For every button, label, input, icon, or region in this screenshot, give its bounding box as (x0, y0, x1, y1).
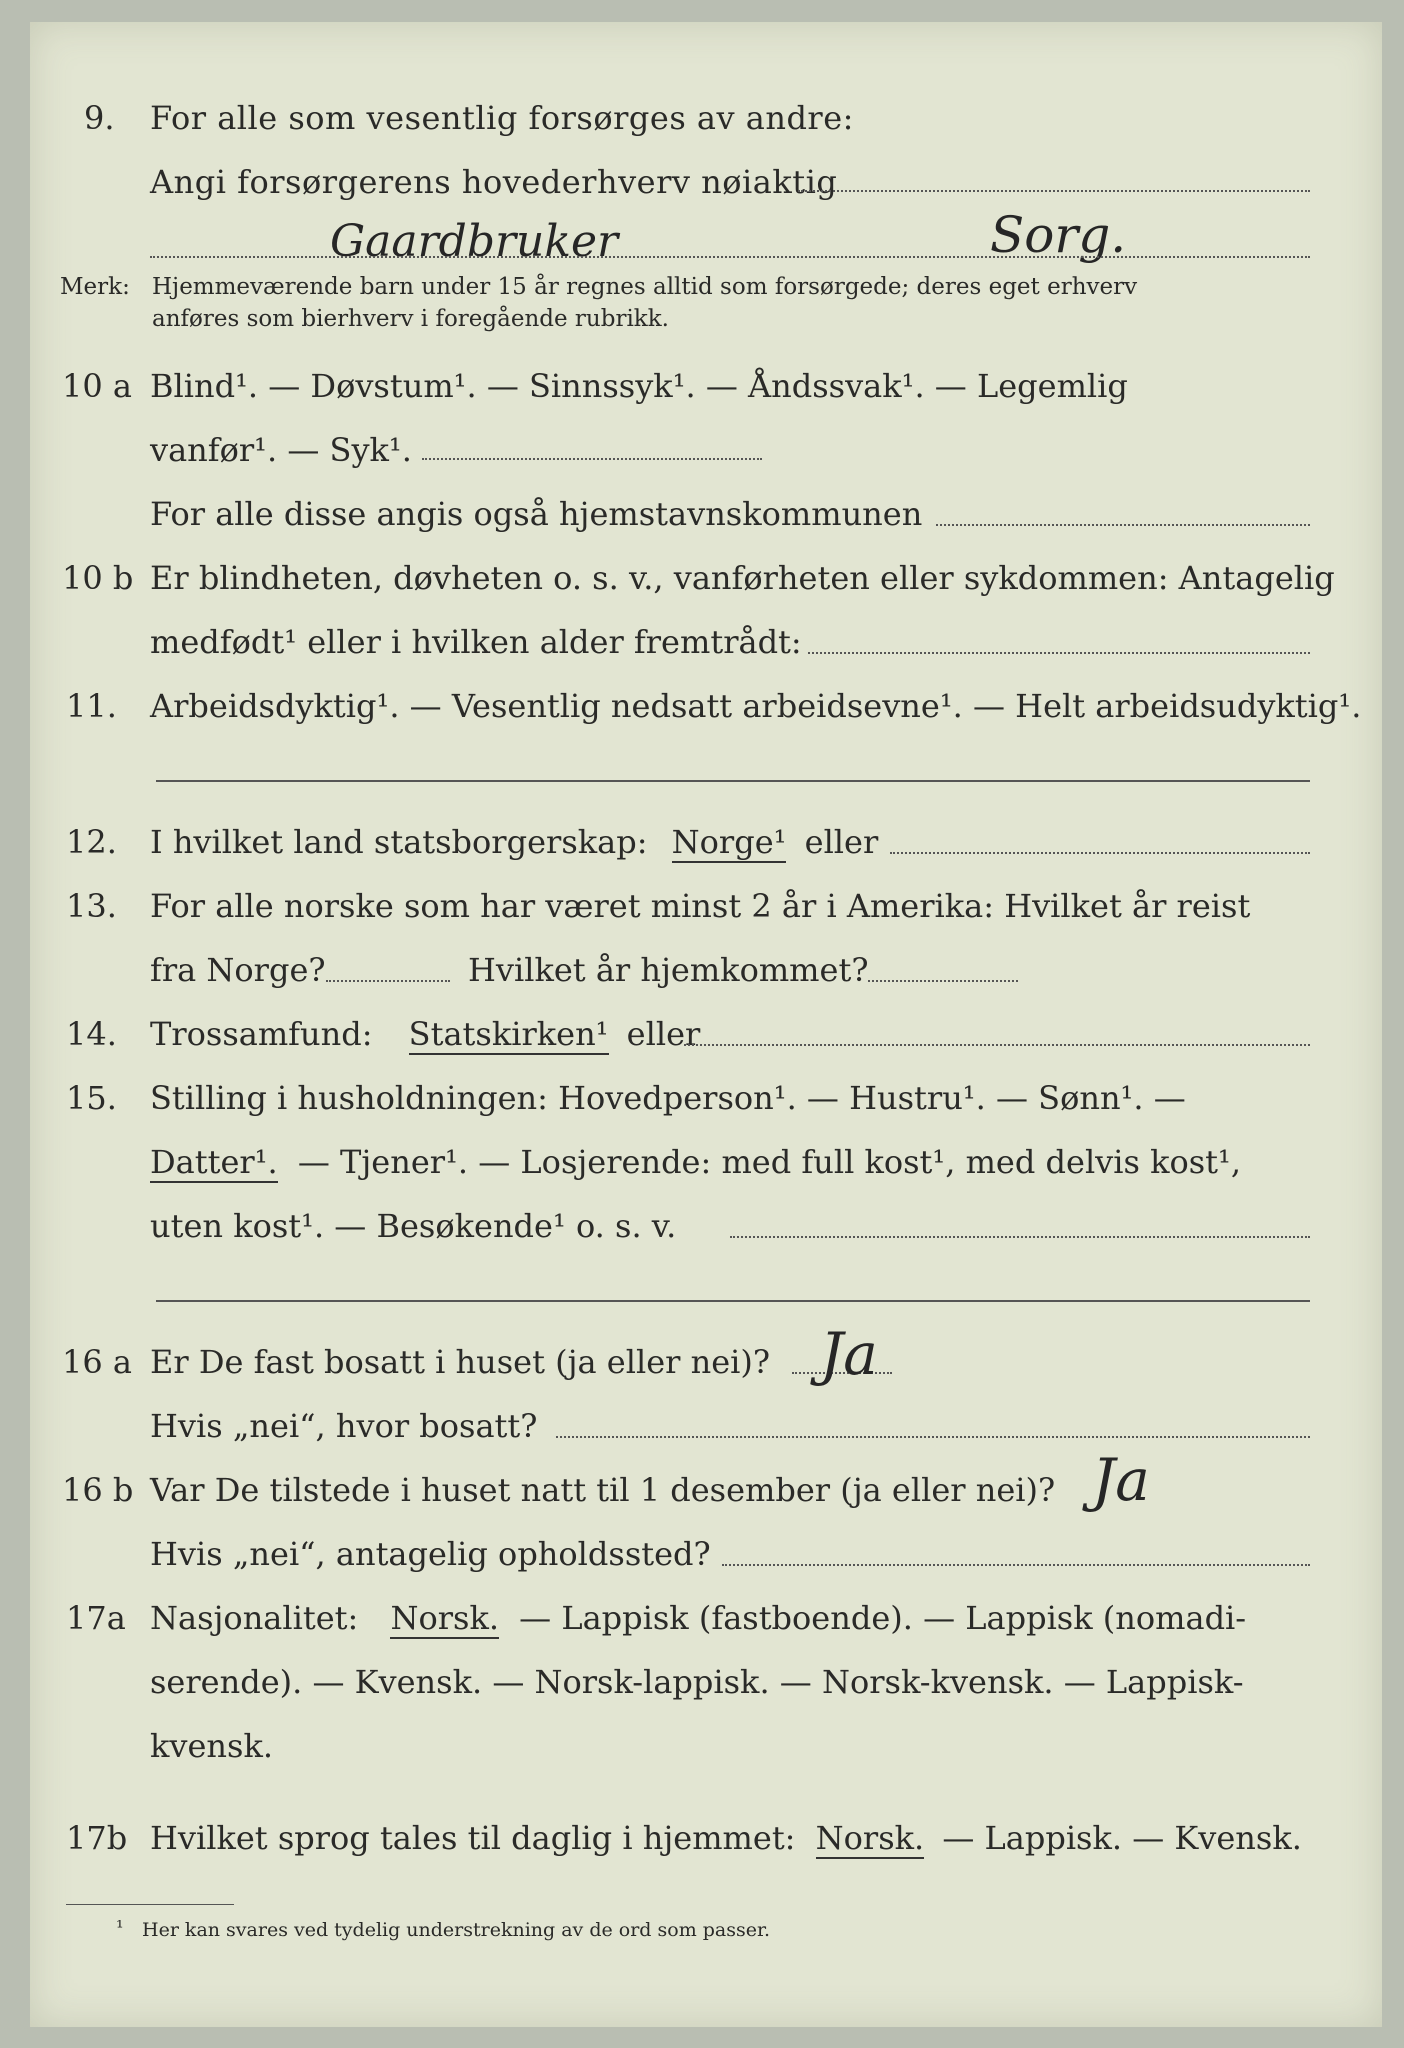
q13-line2b: Hvilket år hjemkommet? (468, 951, 869, 989)
q17a-underlined-answer: Norsk. (390, 1599, 499, 1637)
question-number-15: 15. (66, 1079, 117, 1117)
q9-answer-line-2 (150, 256, 1310, 258)
question-number-17a: 17a (66, 1599, 126, 1637)
q11-line1: Arbeidsdyktig¹. — Vesentlig nedsatt arbeidsevne¹. — Helt arbeidsudyktig¹. (150, 687, 1362, 725)
footnote-mark: ¹ (116, 1917, 124, 1939)
q17a-line1-rest: — Lappisk (fastboende). — Lappisk (nomadi- (519, 1599, 1247, 1637)
question-number-12: 12. (66, 823, 117, 861)
merk-line2: anføres som bierhverv i foregående rubrikk. (152, 306, 669, 332)
footnote-text: Her kan svares ved tydelig understrekning av de ord som passer. (142, 1919, 771, 1941)
question-number-10b: 10 b (62, 559, 134, 597)
q10a-syk-dotted-line (422, 458, 762, 460)
q10b-line1: Er blindheten, døvheten o. s. v., vanførheten eller sykdommen: Antagelig (150, 559, 1335, 597)
q15-line2-rest: — Tjener¹. — Losjerende: med full kost¹, med delvis kost¹, (297, 1143, 1242, 1181)
q17b-line (150, 1818, 1302, 1858)
q16b-line2: Hvis „nei“, antagelig opholdssted? (150, 1535, 711, 1573)
q15-answer-rule (156, 1300, 1310, 1302)
question-number-13: 13. (66, 887, 117, 925)
q14-question-text: Trossamfund: (150, 1015, 373, 1053)
q17b-rest: — Lappisk. — Kvensk. (942, 1819, 1302, 1857)
q13-line2a: fra Norge? (150, 951, 326, 989)
q12-eller: eller (804, 823, 879, 861)
q15-line3: uten kost¹. — Besøkende¹ o. s. v. (150, 1207, 677, 1245)
question-number-10a: 10 a (62, 367, 132, 405)
q15-underlined-answer: Datter¹. (150, 1143, 278, 1181)
census-form-page (30, 22, 1382, 2027)
q13-line1: For alle norske som har været minst 2 år i Amerika: Hvilket år reist (150, 887, 1251, 925)
q9-line1: For alle som vesentlig forsørges av andre: (150, 99, 854, 137)
question-number-14: 14. (66, 1015, 117, 1053)
q10b-dotted-line (808, 652, 1310, 654)
merk-label: Merk: (60, 274, 130, 300)
q9-handwritten-occupation: Gaardbruker (330, 216, 619, 267)
q10a-hometown-dotted-line (936, 524, 1310, 526)
q17a-line1 (150, 1598, 1246, 1638)
q10a-line1: Blind¹. — Døvstum¹. — Sinnssyk¹. — Åndssvak¹. — Legemlig (150, 367, 1128, 405)
q16a-line2: Hvis „nei“, hvor bosatt? (150, 1407, 538, 1445)
question-number-16a: 16 a (62, 1343, 132, 1381)
q16b-line1: Var De tilstede i huset natt til 1 desember (ja eller nei)? (150, 1471, 1056, 1509)
q10a-line2: vanfør¹. — Syk¹. (150, 431, 412, 469)
question-number-17b: 17b (66, 1819, 128, 1857)
q13-reist-dotted-line (326, 980, 450, 982)
q9-line2: Angi forsørgerens hovederhverv nøiaktig (150, 163, 838, 201)
q16b-dotted-line (722, 1564, 1310, 1566)
q9-answer-dotted-line (798, 190, 1310, 192)
q11-answer-rule (156, 780, 1310, 782)
q12-question-text: I hvilket land statsborgerskap: (150, 823, 648, 861)
q12-line (150, 822, 878, 862)
q10b-line2: medfødt¹ eller i hvilken alder fremtrådt: (150, 623, 802, 661)
q15-line1: Stilling i husholdningen: Hovedperson¹. — Hustru¹. — Sønn¹. — (150, 1079, 1186, 1117)
q16b-handwritten-answer: Ja (1092, 1446, 1150, 1514)
q17a-line3: kvensk. (150, 1727, 273, 1765)
q10a-line3: For alle disse angis også hjemstavnskommunen (150, 495, 923, 533)
q14-dotted-line (684, 1044, 1310, 1046)
q14-eller: eller (626, 1015, 701, 1053)
q13-hjemkommet-dotted-line (868, 980, 1018, 982)
question-number-11: 11. (66, 687, 117, 725)
footnote-rule (66, 1904, 234, 1905)
q14-underlined-answer: Statskirken¹ (408, 1015, 609, 1053)
question-number-9: 9. (84, 99, 115, 137)
q17b-question-text: Hvilket sprog tales til daglig i hjemmet: (150, 1819, 796, 1857)
q15-dotted-line (730, 1236, 1310, 1238)
q17a-question-text: Nasjonalitet: (150, 1599, 359, 1637)
q9-handwritten-note: Sorg. (990, 206, 1127, 264)
q17b-underlined-answer: Norsk. (815, 1819, 925, 1857)
q16a-bosatt-dotted-line (556, 1436, 1310, 1438)
q12-underlined-answer: Norge¹ (671, 823, 787, 861)
q12-dotted-line (890, 852, 1310, 854)
q16a-line1: Er De fast bosatt i huset (ja eller nei)? (150, 1343, 771, 1381)
q17a-line2: serende). — Kvensk. — Norsk-lappisk. — Norsk-kvensk. — Lappisk- (150, 1663, 1244, 1701)
q14-line (150, 1014, 700, 1054)
merk-line1: Hjemmeværende barn under 15 år regnes alltid som forsørgede; deres eget erhverv (152, 274, 1138, 300)
q16a-handwritten-answer: Ja (820, 1320, 878, 1388)
q15-line2 (150, 1142, 1241, 1182)
question-number-16b: 16 b (62, 1471, 134, 1509)
